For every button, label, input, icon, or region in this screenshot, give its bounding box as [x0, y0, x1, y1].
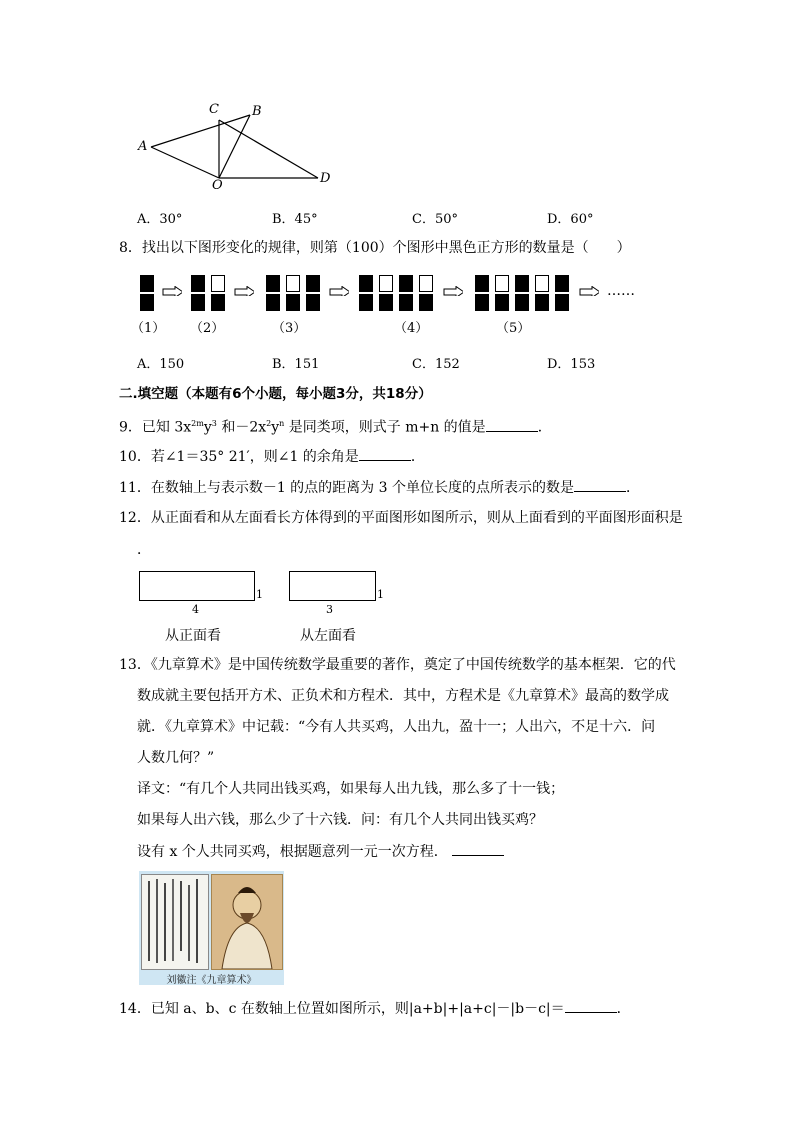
q14-text: 14．已知 a、b、c 在数轴上位置如图所示，则|a+b|+|a+c|－|b－c|＝ ． — [119, 998, 631, 1019]
left-view-caption: 从左面看 — [300, 628, 356, 644]
label-a: A — [138, 139, 148, 154]
q8-text: 8．找出以下图形变化的规律，则第（100）个图形中黑色正方形的数量是（ ） — [119, 240, 631, 256]
q11-text: 11．在数轴上与表示数－1 的点的距离为 3 个单位长度的点所表示的数是 ． — [119, 477, 640, 498]
q13-line-2: 数成就主要包括开方术、正负术和方程术．其中，方程术是《九章算术》最高的数学成 — [137, 688, 669, 704]
q12-continuation: ． — [137, 542, 151, 558]
q8-option-b[interactable]: B．151 — [272, 357, 320, 372]
left-height-label: 1 — [377, 588, 384, 601]
q7-option-d[interactable]: D．60° — [547, 212, 594, 227]
left-view-rect — [289, 571, 376, 601]
arrow-icon — [162, 286, 182, 296]
label-o: O — [212, 178, 223, 193]
q10-text: 10．若∠1＝35° 21′，则∠1 的余角是 ． — [119, 446, 425, 467]
segment-ao — [151, 147, 219, 178]
answer-blank[interactable] — [574, 477, 626, 492]
arrow-icon — [234, 286, 254, 296]
left-width-label: 3 — [326, 603, 333, 616]
front-view-caption: 从正面看 — [165, 628, 221, 644]
q9-text: 9．已知 $3x^{2m}y^3$ 和$-2x^2y^n$ 是同类项，则式子 m+n 的值是 ． — [119, 414, 552, 438]
portrait-icon — [212, 875, 282, 969]
step-label-1: （1） — [131, 321, 166, 336]
illustration-caption: 刘徽注《九章算术》 — [166, 975, 257, 986]
label-b: B — [252, 104, 262, 119]
segment-ab — [151, 115, 250, 147]
q13-line-7: 设有 x 个人共同买鸡，根据题意列一元一次方程． — [137, 841, 504, 862]
front-height-label: 1 — [256, 588, 263, 601]
step-label-4: （4） — [394, 321, 429, 336]
q7-option-a[interactable]: A．30° — [137, 212, 183, 227]
answer-blank[interactable] — [452, 841, 504, 856]
arrow-icon — [329, 286, 349, 296]
front-view-rect — [139, 571, 255, 601]
arrow-icon — [443, 286, 463, 296]
step-label-2: （2） — [190, 321, 225, 336]
q7-option-b[interactable]: B．45° — [272, 212, 318, 227]
step-label-5: （5） — [496, 321, 531, 336]
q13-line-3: 就．《九章算术》中记载：“今有人共买鸡，人出九，盈十一；人出六，不足十六．问 — [137, 719, 656, 735]
q13-line-5: 译文：“有几个人共同出钱买鸡，如果每人出九钱，那么多了十一钱； — [137, 781, 565, 797]
q12-text: 12．从正面看和从左面看长方体得到的平面图形如图所示，则从上面看到的平面图形面积是 — [119, 510, 683, 526]
label-c: C — [209, 102, 219, 117]
geometry-figure — [130, 100, 340, 195]
q13-line-1: 13．《九章算术》是中国传统数学最重要的著作，奠定了中国传统数学的基本框架．它的代 — [119, 657, 676, 673]
arrow-icon — [579, 286, 599, 296]
segment-bo — [219, 115, 250, 178]
step-label-3: （3） — [272, 321, 307, 336]
q8-option-c[interactable]: C．152 — [412, 357, 460, 372]
front-width-label: 4 — [192, 603, 199, 616]
pattern-ellipsis: …… — [607, 283, 635, 299]
book-illustration — [139, 871, 284, 985]
answer-blank[interactable] — [565, 998, 617, 1013]
answer-blank[interactable] — [486, 417, 538, 432]
label-d: D — [320, 171, 331, 186]
section-title: 二.填空题（本题有6个小题，每小题3分，共18分） — [119, 386, 432, 402]
q8-option-a[interactable]: A．150 — [137, 357, 185, 372]
answer-blank[interactable] — [359, 446, 411, 461]
q7-option-c[interactable]: C．50° — [412, 212, 458, 227]
q13-line-6: 如果每人出六钱，那么少了十六钱．问：有几个人共同出钱买鸡？ — [137, 812, 543, 828]
q13-line-4: 人数几何？” — [137, 750, 215, 766]
q8-option-d[interactable]: D．153 — [547, 357, 596, 372]
